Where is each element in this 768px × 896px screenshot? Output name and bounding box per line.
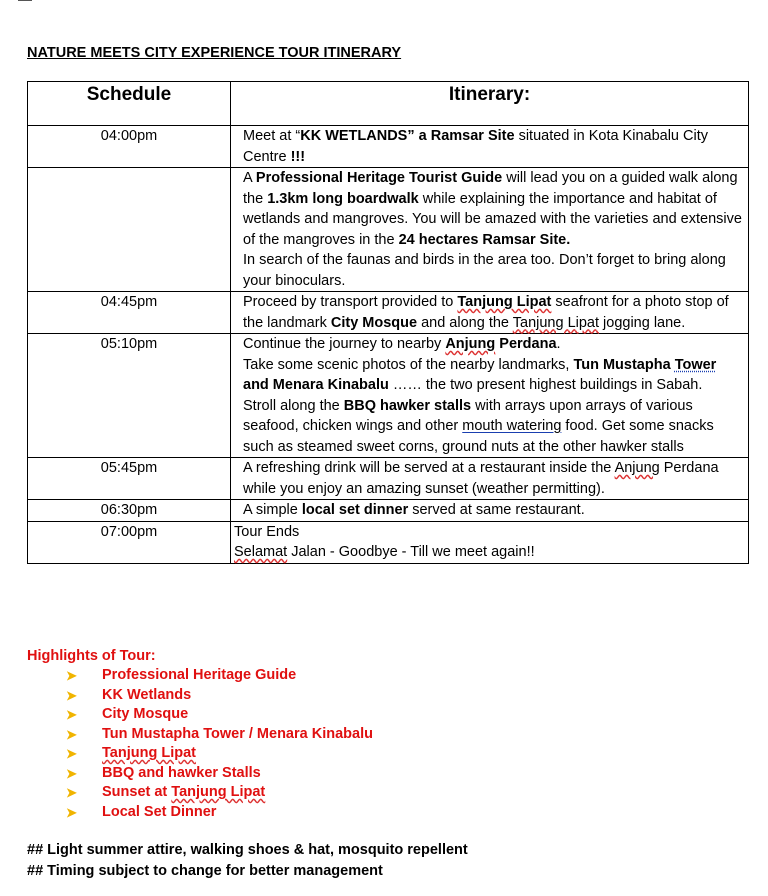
notes [27,840,468,882]
arrow-bullet-icon: ➤ [66,687,77,703]
list-item: ➤ BBQ and hawker Stalls [0,764,373,784]
table-row [28,292,749,334]
list-item: ➤ Tanjung Lipat [0,744,373,764]
list-item: ➤ Local Set Dinner [0,803,373,823]
list-item: ➤ City Mosque [0,705,373,725]
arrow-bullet-icon: ➤ [66,707,77,722]
row-time [28,168,231,292]
row-time: 05:10pm [28,334,231,458]
list-item: ➤ Sunset at Tanjung Lipat [0,783,373,803]
arrow-bullet-icon: ➤ [66,746,77,761]
table-header-row [28,82,749,126]
arrow-bullet-icon: ➤ [66,726,77,742]
row-time: 04:00pm [28,126,231,168]
row-description: Continue the journey to nearby Anjung Perdana. Take some scenic photos of the nearby landmarks, Tun Mustapha Tower and Menara Kinabalu …… the two present highest buildings in Sabah. Stroll along the BBQ hawker stalls with arrays upon arrays of various seafood, chicken wings and other mouth watering food. Get some snacks such as steamed sweet corns, ground nuts at the other hawker stalls [231,334,749,458]
row-description: A Professional Heritage Tourist Guide will lead you on a guided walk along the 1.3km long boardwalk while explaining the importance and habitat of wetlands and mangroves. You will be amazed with the varieties and extensive of the mangroves in the 24 hectares Ramsar Site. In search of the faunas and birds in the area too. Don’t forget to bring along your binoculars. [231,168,749,292]
row-description: A simple local set dinner served at same restaurant. [231,500,749,522]
highlights-list [0,666,373,822]
list-item: ➤ Tun Mustapha Tower / Menara Kinabalu [0,725,373,745]
table-row [28,500,749,522]
page-corner-mark [18,0,32,1]
page-title: NATURE MEETS CITY EXPERIENCE TOUR ITINERARY [27,45,402,61]
row-time: 04:45pm [28,292,231,334]
arrow-bullet-icon: ➤ [66,785,77,800]
row-description: Meet at “KK WETLANDS” a Ramsar Site situated in Kota Kinabalu City Centre !!! [231,126,749,168]
highlights-title: Highlights of Tour: [27,648,156,664]
schedule-header: Schedule [28,82,231,126]
row-description: Tour Ends Selamat Jalan - Goodbye - Till we meet again!! [231,521,749,563]
list-item: ➤ KK Wetlands [0,686,373,706]
row-time: 06:30pm [28,500,231,522]
arrow-bullet-icon: ➤ [66,804,77,820]
row-description: A refreshing drink will be served at a restaurant inside the Anjung Perdana while you enjoy an amazing sunset (weather permitting). [231,458,749,500]
row-description: Proceed by transport provided to Tanjung Lipat seafront for a photo stop of the landmark City Mosque and along the Tanjung Lipat jogging lane. [231,292,749,334]
arrow-bullet-icon: ➤ [66,765,77,781]
row-time: 05:45pm [28,458,231,500]
table-row [28,126,749,168]
list-item: ➤ Professional Heritage Guide [0,666,373,686]
row-time: 07:00pm [28,521,231,563]
note-line: ## Light summer attire, walking shoes & hat, mosquito repellent [27,842,468,858]
itinerary-header: Itinerary: [231,82,749,126]
table-row [28,521,749,563]
table-row [28,334,749,458]
table-row [28,458,749,500]
itinerary-table [27,81,749,564]
arrow-bullet-icon: ➤ [66,668,77,683]
note-line: ## Timing subject to change for better management [27,863,383,879]
table-row [28,168,749,292]
